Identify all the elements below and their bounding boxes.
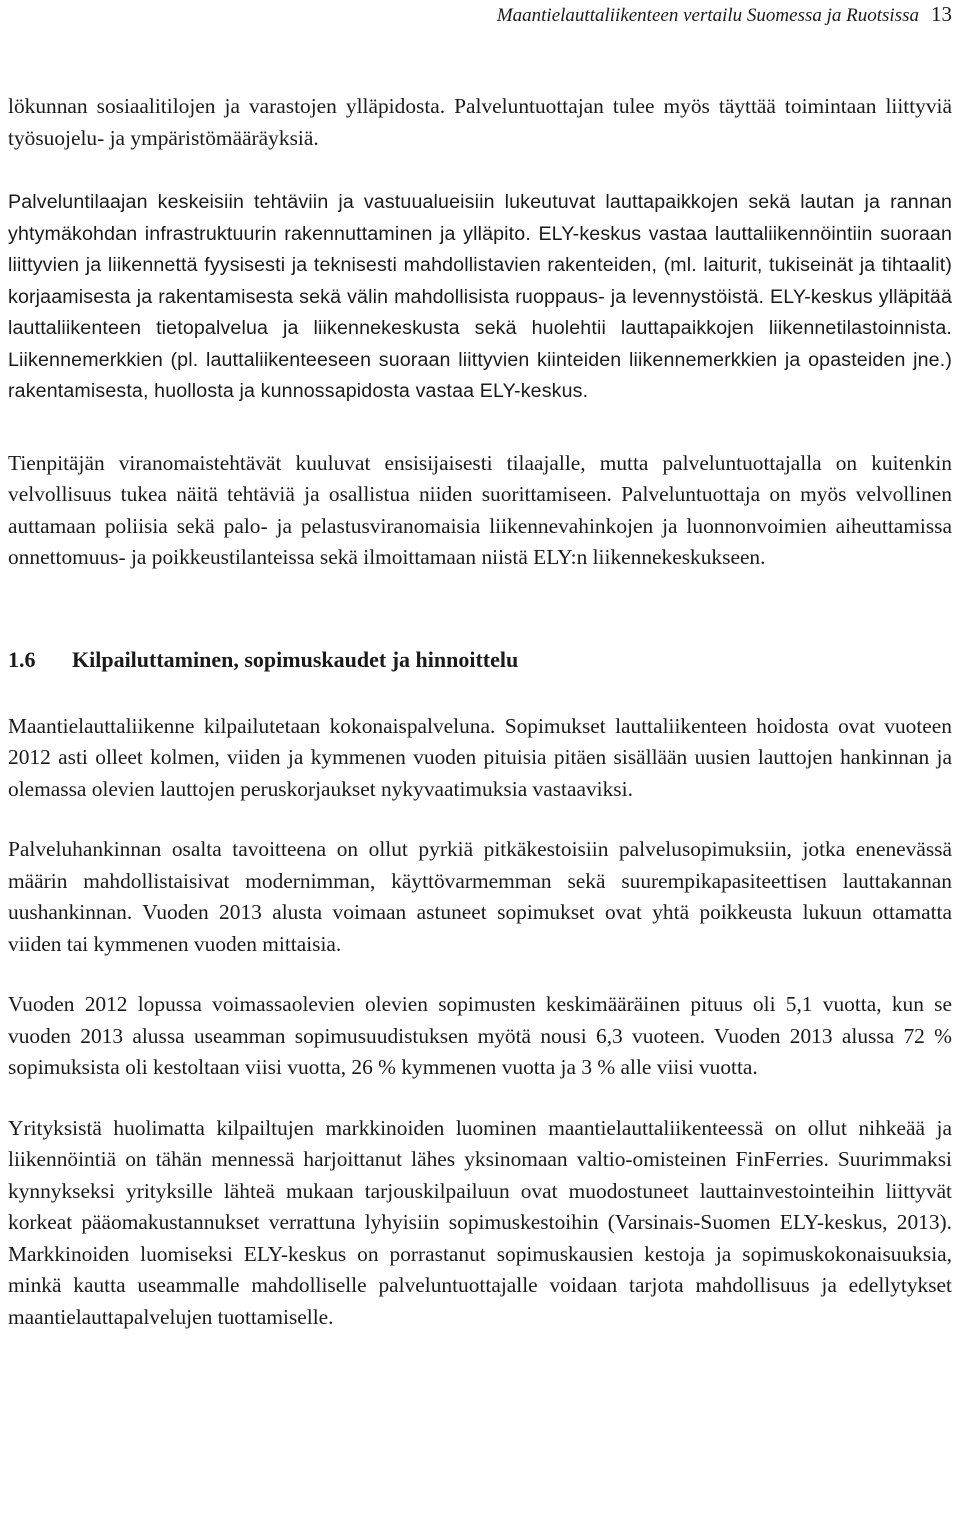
section-heading [8,644,952,676]
paragraph-continuation: lökunnan sosiaalitilojen ja varastojen ylläpidosta. Palveluntuottajan tulee myös täyttää toimintaan liittyviä työsuojelu- ja ympäristömääräyksiä. [8,94,952,150]
section-number: 1.6 [8,646,36,672]
paragraph-procurement: Palveluhankinnan osalta tavoitteena on ollut pyrkiä pitkäkestoisiin palvelusopimuksiin, jotka enenevässä määrin mahdollistaisivat modernimman, käyttövarmemman sekä suurempikapasiteettisen lauttakannan uushankinnan. Vuoden 2013 alusta voimaan astuneet sopimukset ovat yhtä poikkeusta lukuun ottamatta viiden tai kymmenen vuoden mittaisia. [8,837,952,956]
page-number: 13 [931,2,952,26]
document-page [8,0,952,1520]
paragraph-contract-lengths: Vuoden 2012 lopussa voimassaolevien olevien sopimusten keskimääräinen pituus oli 5,1 vuotta, kun se vuoden 2013 alussa useamman sopimusuudistuksen myötä nousi 6,3 vuoteen. Vuoden 2013 alussa 72 % sopimuksista oli kestoltaan viisi vuotta, 26 % kymmenen vuotta ja 3 % alle viisi vuotta. [8,992,952,1079]
paragraph-market-creation: Yrityksistä huolimatta kilpailtujen markkinoiden luominen maantielauttaliikenteessä on ollut nihkeää ja liikennöintiä on tähän mennessä harjoittanut lähes yksinomaan valtio-omisteinen FinFerries. Suurimmaksi kynnykseksi yrityksille lähteä mukaan tarjouskilpailuun ovat muodostuneet lauttainvestointeihin liittyvät korkeat pääomakustannukset verrattuna lyhyisiin sopimuskestoihin (Varsinais-Suomen ELY-keskus, 2013). Markkinoiden luomiseksi ELY-keskus on porrastanut sopimuskausien kestoja ja sopimuskokonaisuuksia, minkä kautta useammalle mahdolliselle palveluntuottajalle voidaan tarjota mahdollisuus ja edellytykset maantielauttapalvelujen tuottamiselle. [8,1115,952,1329]
paragraph-authority-duties: Tienpitäjän viranomaistehtävät kuuluvat ensisijaisesti tilaajalle, mutta palveluntuottajalla on kuitenkin velvollisuus tukea näitä tehtäviä ja osallistua niiden suorittamiseen. Palveluntuottaja on myös velvollinen auttamaan poliisia sekä palo- ja pelastusviranomaisia liikennevahinkojen ja luonnonvoimien aiheuttamissa onnettomuus- ja poikkeustilanteissa sekä ilmoittamaan niistä ELY:n liikennekeskukseen. [8,450,952,569]
section-title: Kilpailuttaminen, sopimuskaudet ja hinnoittelu [72,646,519,672]
running-header [497,0,952,28]
paragraph-client-duties: Palveluntilaajan keskeisiin tehtäviin ja vastuualueisiin lukeutuvat lauttapaikkojen sekä lautan ja rannan yhtymäkohdan infrastruktuurin rakennuttaminen ja ylläpito. ELY-keskus vastaa lauttaliikennöintiin suoraan liittyvien ja liikennettä fyysisesti ja teknisesti mahdollistavien rakenteiden, (ml. laiturit, tukiseinät ja tihtaalit) korjaamisesta ja rakentamisesta sekä välin mahdollisista ruoppaus- ja levennystöistä. ELY-keskus ylläpitää lauttaliikenteen tietopalvelua ja liikennekeskusta sekä huolehtii lauttapaikkojen liikennetilastoinnista. Liikennemerkkien (pl. lauttaliikenteeseen suoraan liittyvien kiinteiden liikennemerkkien ja opasteiden jne.) rakentamisesta, huollosta ja kunnossapidosta vastaa ELY-keskus. [8,191,952,402]
body-text [8,91,952,1333]
header-title: Maantielauttaliikenteen vertailu Suomessa ja Ruotsissa [496,5,919,26]
paragraph-competition: Maantielauttaliikenne kilpailutetaan kokonaispalveluna. Sopimukset lauttaliikenteen hoidosta ovat vuoteen 2012 asti olleet kolmen, viiden ja kymmenen vuoden pituisia pitäen sisällään uusien lauttojen hankinnan ja olemassa olevien lauttojen peruskorjaukset nykyvaatimuksia vastaaviksi. [8,713,952,801]
